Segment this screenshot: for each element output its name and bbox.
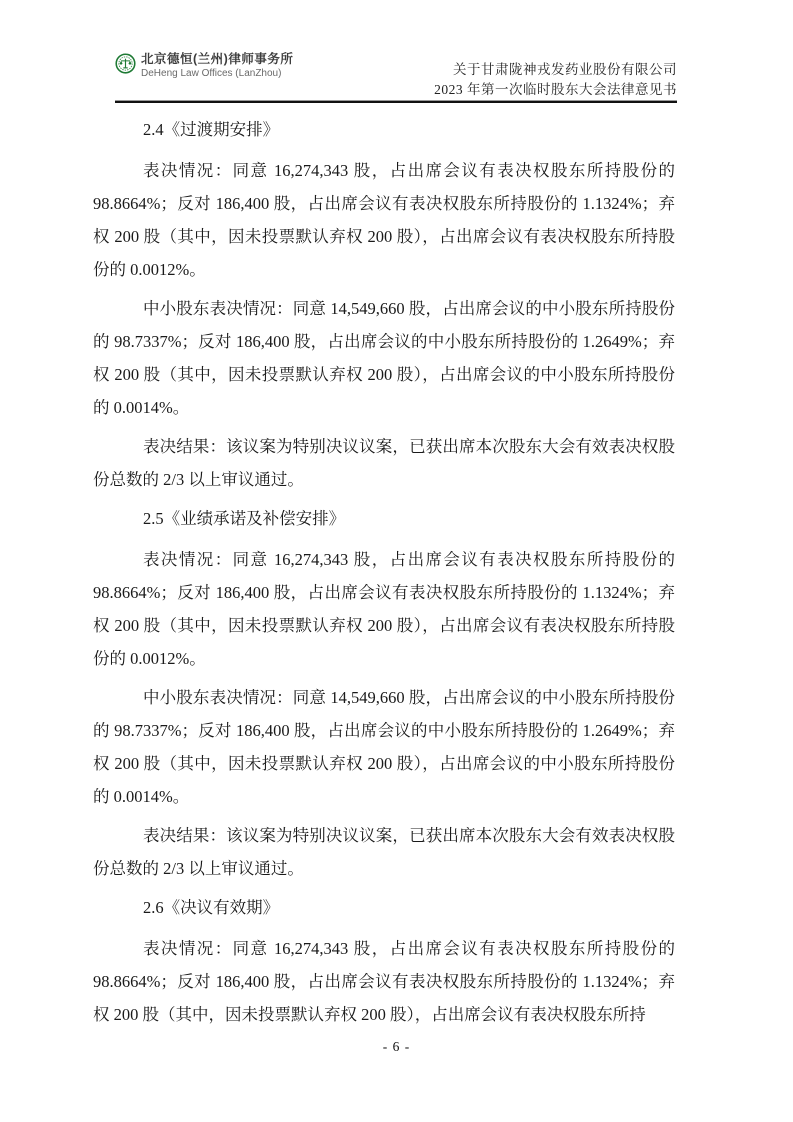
paragraph-result: 表决结果：该议案为特别决议议案，已获出席本次股东大会有效表决权股份总数的 2/3 以上审议通过。 bbox=[93, 826, 675, 878]
section-2-4 bbox=[93, 113, 675, 496]
paragraph-voting: 表决情况：同意 16,274,343 股，占出席会议有表决权股东所持股份的 98.8664%；反对 186,400 股，占出席会议有表决权股东所持股份的 1.1324%；弃权 200 股（其中，因未投票默认弃权 200 股），占出席会议有表决权股东所持股份的 0.0012%。 bbox=[93, 161, 675, 279]
document-title-line1: 关于甘肃陇神戎发药业股份有限公司 bbox=[453, 62, 677, 77]
section-heading: 2.4《过渡期安排》 bbox=[143, 120, 280, 139]
section-heading: 2.5《业绩承诺及补偿安排》 bbox=[143, 509, 346, 528]
paragraph-result: 表决结果：该议案为特别决议议案，已获出席本次股东大会有效表决权股份总数的 2/3 以上审议通过。 bbox=[93, 437, 675, 489]
section-heading: 2.6《决议有效期》 bbox=[143, 898, 280, 917]
firm-name-chinese: 北京德恒(兰州)律师事务所 bbox=[141, 52, 294, 66]
paragraph-voting: 表决情况：同意 16,274,343 股，占出席会议有表决权股东所持股份的 98.8664%；反对 186,400 股，占出席会议有表决权股东所持股份的 1.1324%；弃权 200 股（其中，因未投票默认弃权 200 股），占出席会议有表决权股东所持股份的 0.0012%。 bbox=[93, 550, 675, 668]
document-body bbox=[93, 113, 675, 1037]
paragraph-voting-truncated: 表决情况：同意 16,274,343 股，占出席会议有表决权股东所持股份的 98.8664%；反对 186,400 股，占出席会议有表决权股东所持股份的 1.1324%；弃权 200 股（其中，因未投票默认弃权 200 股），占出席会议有表决权股东所持 bbox=[93, 939, 675, 1024]
paragraph-minor-shareholders: 中小股东表决情况：同意 14,549,660 股，占出席会议的中小股东所持股份的 98.7337%；反对 186,400 股，占出席会议的中小股东所持股份的 1.2649%；弃权 200 股（其中，因未投票默认弃权 200 股），占出席会议的中小股东所持股份的 0.0014%。 bbox=[93, 688, 675, 806]
page-header bbox=[115, 50, 677, 100]
page-footer bbox=[0, 1038, 793, 1056]
deheng-seal-icon bbox=[115, 53, 136, 74]
page-number: - 6 - bbox=[382, 1039, 411, 1054]
section-2-5 bbox=[93, 502, 675, 885]
firm-name-english: DeHeng Law Offices (LanZhou) bbox=[141, 68, 282, 79]
document-title bbox=[434, 60, 677, 100]
document-title-line2: 2023 年第一次临时股东大会法律意见书 bbox=[434, 82, 677, 97]
paragraph-minor-shareholders: 中小股东表决情况：同意 14,549,660 股，占出席会议的中小股东所持股份的 98.7337%；反对 186,400 股，占出席会议的中小股东所持股份的 1.2649%；弃权 200 股（其中，因未投票默认弃权 200 股），占出席会议的中小股东所持股份的 0.0014%。 bbox=[93, 299, 675, 417]
law-firm-names bbox=[141, 52, 293, 80]
header-divider bbox=[115, 100, 677, 103]
section-2-6 bbox=[93, 891, 675, 1031]
law-firm-logo-block bbox=[115, 52, 293, 80]
